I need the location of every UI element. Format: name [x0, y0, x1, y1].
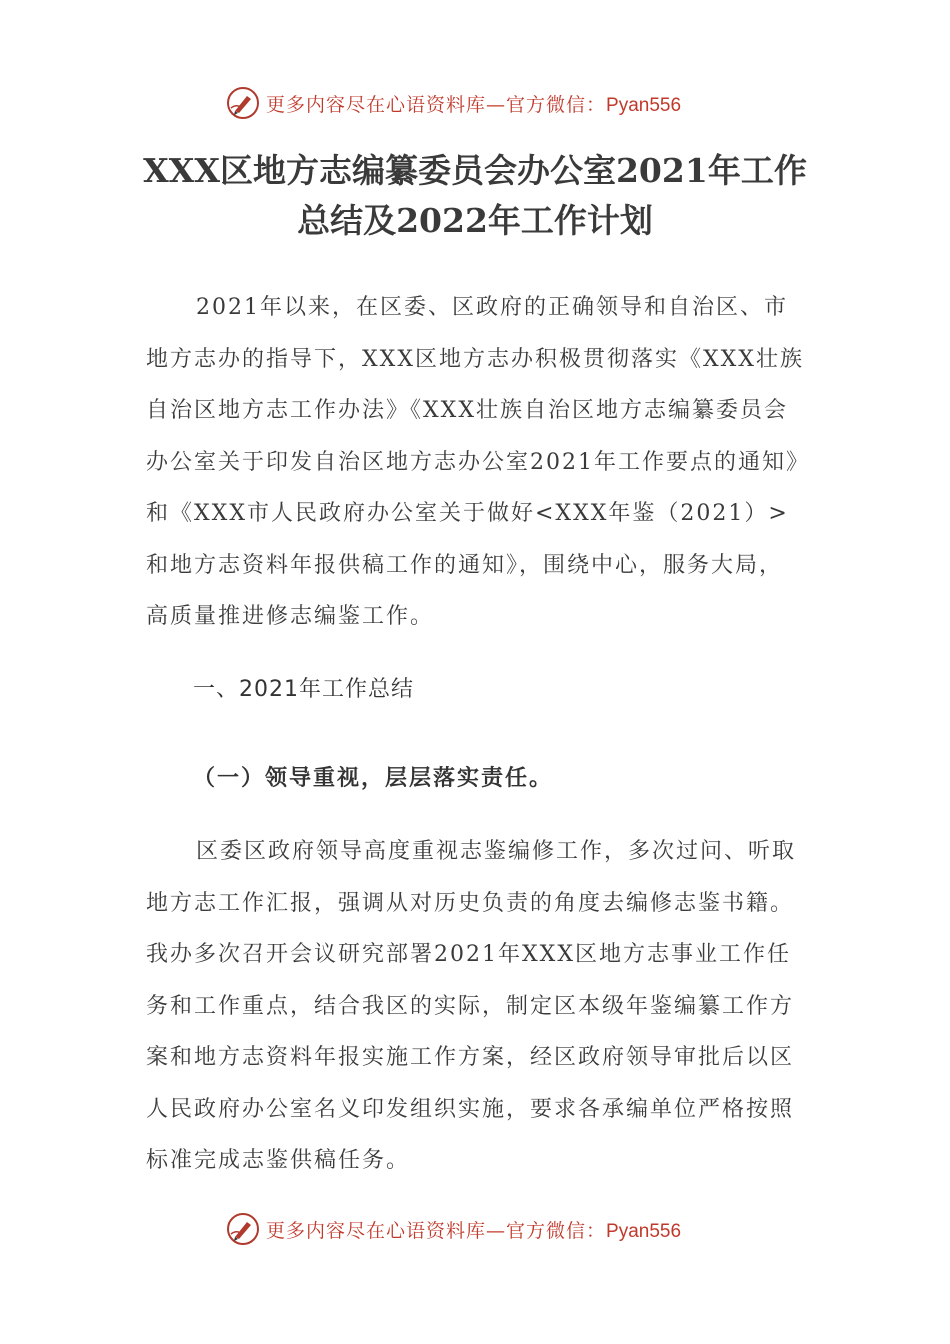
- title-line-1: XXX区地方志编纂委员会办公室2021年工作: [143, 151, 807, 190]
- watermark-account: Pyan556: [606, 1220, 682, 1242]
- watermark-text: 更多内容尽在心语资料库—官方微信：Pyan556: [266, 93, 682, 116]
- section-heading: 一、2021年工作总结: [193, 677, 414, 702]
- subsection-heading: （一）领导重视，层层落实责任。: [193, 765, 554, 791]
- watermark-text: 更多内容尽在心语资料库—官方微信：Pyan556: [266, 1219, 682, 1242]
- document-title: [100, 146, 850, 246]
- watermark-bottom: [226, 1209, 681, 1249]
- pen-logo-icon: [226, 1212, 260, 1246]
- intro-paragraph: 2021年以来，在区委、区政府的正确领导和自治区、市地方志办的指导下，XXX区地方志办积极贯彻落实《XXX壮族自治区地方志工作办法》《XXX壮族自治区地方志编纂委员会办公室关于印发自治区地方志办公室2021年工作要点的通知》和《XXX市人民政府办公室关于做好<XXX年鉴（2021）>和地方志资料年报供稿工作的通知》，围绕中心，服务大局，高质量推进修志编鉴工作。: [146, 295, 804, 629]
- watermark-top: [226, 83, 681, 123]
- watermark-account: Pyan556: [606, 94, 682, 116]
- subsection-paragraph: 区委区政府领导高度重视志鉴编修工作，多次过问、听取地方志工作汇报，强调从对历史负责的角度去编修志鉴书籍。我办多次召开会议研究部署2021年XXX区地方志事业工作任务和工作重点，结合我区的实际，制定区本级年鉴编纂工作方案和地方志资料年报实施工作方案，经区政府领导审批后以区人民政府办公室名义印发组织实施，要求各承编单位严格按照标准完成志鉴供稿任务。: [146, 839, 797, 1173]
- pen-logo-icon: [226, 86, 260, 120]
- title-line-2: 总结及2022年工作计划: [297, 201, 653, 240]
